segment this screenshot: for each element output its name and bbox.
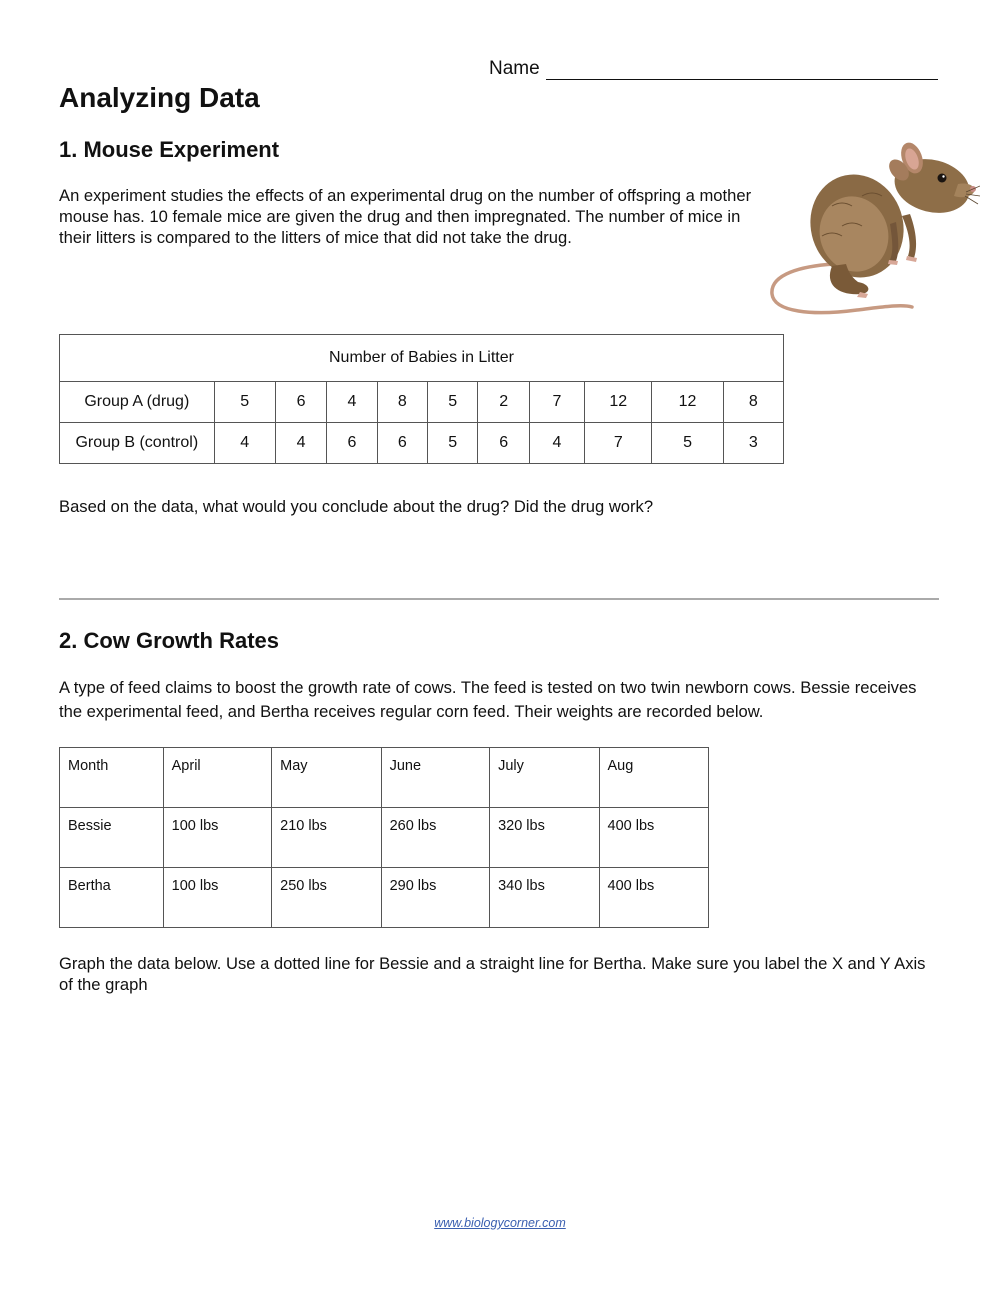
table-cell: 7: [529, 382, 584, 423]
table-row-group-b: [60, 423, 784, 464]
table-cell: 400 lbs: [599, 868, 708, 928]
table-cell: Bertha: [60, 868, 164, 928]
section1-intro: An experiment studies the effects of an experimental drug on the number of offspring a mother mouse has. 10 female mice are given the drug and then impregnated. The number of mice in their litters is compared to the litters of mice that did not take the drug.: [59, 186, 752, 247]
page-title: Analyzing Data: [59, 82, 260, 113]
table-cell: 250 lbs: [272, 868, 381, 928]
mouse-table-caption: Number of Babies in Litter: [60, 335, 784, 382]
cow-data-table: [59, 747, 709, 928]
name-field[interactable]: [489, 58, 938, 80]
table-cell: 4: [275, 423, 326, 464]
section1-heading: 1. Mouse Experiment: [59, 137, 280, 162]
table-cell: 290 lbs: [381, 868, 490, 928]
section2-heading: 2. Cow Growth Rates: [59, 628, 280, 653]
graph-instructions: Graph the data below. Use a dotted line for Bessie and a straight line for Bertha. Make sure you label the X and Y Axis of the graph: [59, 954, 926, 994]
table-header-row: [60, 748, 709, 808]
table-cell: 400 lbs: [599, 808, 708, 868]
table-cell: 7: [585, 423, 652, 464]
name-label: Name: [489, 58, 540, 79]
mouse-data-table: [59, 334, 784, 464]
table-cell: 8: [377, 382, 427, 423]
table-cell: 12: [585, 382, 652, 423]
table-cell: 4: [529, 423, 584, 464]
table-cell: 340 lbs: [490, 868, 599, 928]
table-cell: 6: [275, 382, 326, 423]
table-header-cell: Month: [60, 748, 164, 808]
table-cell: 5: [652, 423, 723, 464]
footer: [0, 1216, 1000, 1230]
table-header-cell: June: [381, 748, 490, 808]
table-cell: 260 lbs: [381, 808, 490, 868]
table-cell: 2: [478, 382, 529, 423]
table-cell: 6: [377, 423, 427, 464]
footer-link[interactable]: www.biologycorner.com: [434, 1216, 566, 1230]
table-cell: 3: [723, 423, 783, 464]
section2-intro: A type of feed claims to boost the growth rate of cows. The feed is tested on two twin newborn cows. Bessie receives the experimental feed, and Bertha receives regular corn feed. Their weights are recorded below.: [59, 678, 917, 721]
row-label: Group B (control): [60, 423, 215, 464]
table-row-group-a: [60, 382, 784, 423]
table-cell: 6: [327, 423, 377, 464]
table-cell: 5: [214, 382, 275, 423]
table-row-bertha: [60, 868, 709, 928]
table-header-cell: Aug: [599, 748, 708, 808]
table-header-cell: April: [163, 748, 271, 808]
section1-question: Based on the data, what would you conclude about the drug? Did the drug work?: [59, 497, 654, 516]
table-header-cell: July: [490, 748, 599, 808]
table-cell: 6: [478, 423, 529, 464]
table-cell: 4: [327, 382, 377, 423]
mouse-illustration: [762, 126, 980, 321]
table-cell: 12: [652, 382, 723, 423]
table-row-bessie: [60, 808, 709, 868]
table-cell: 320 lbs: [490, 808, 599, 868]
table-cell: Bessie: [60, 808, 164, 868]
name-blank-line[interactable]: [546, 61, 938, 80]
table-header-cell: May: [272, 748, 381, 808]
table-cell: 8: [723, 382, 783, 423]
section-divider: [59, 598, 939, 600]
table-cell: 100 lbs: [163, 808, 271, 868]
table-cell: 4: [214, 423, 275, 464]
table-cell: 5: [428, 382, 478, 423]
table-cell: 5: [428, 423, 478, 464]
row-label: Group A (drug): [60, 382, 215, 423]
table-cell: 210 lbs: [272, 808, 381, 868]
table-cell: 100 lbs: [163, 868, 271, 928]
